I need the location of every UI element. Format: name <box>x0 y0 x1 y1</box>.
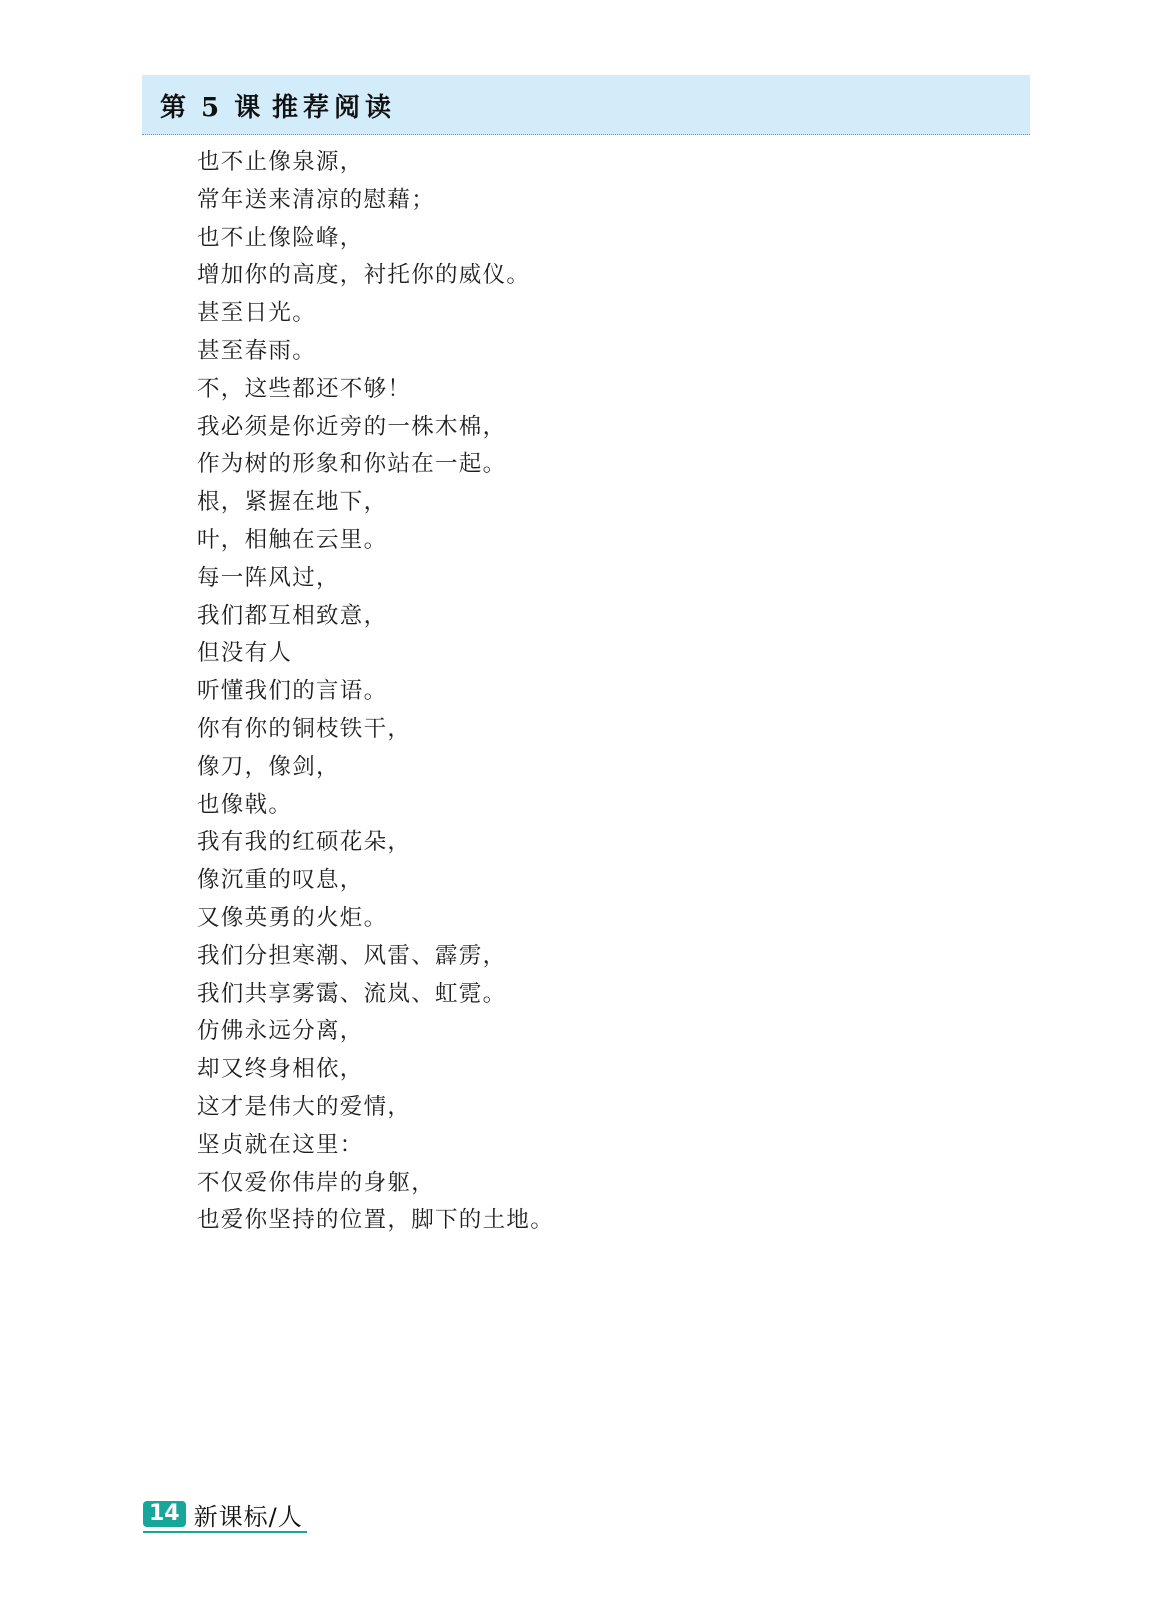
page-number-badge: 14 <box>143 1501 186 1527</box>
poem-line: 叶，相触在云里。 <box>197 526 388 553</box>
poem-line: 增加你的高度，衬托你的威仪。 <box>197 262 531 289</box>
poem-line: 也像戟。 <box>197 791 293 818</box>
page-footer <box>143 1497 307 1533</box>
poem-line: 每一阵风过， <box>197 564 340 591</box>
poem-line: 我有我的红硕花朵， <box>197 829 412 856</box>
poem-line: 甚至日光。 <box>197 300 317 327</box>
poem-line: 但没有人 <box>197 640 293 667</box>
poem-line: 我们都互相致意， <box>197 602 388 629</box>
poem-line: 却又终身相依， <box>197 1056 364 1083</box>
lesson-header <box>142 75 1030 135</box>
poem-line: 听懂我们的言语。 <box>197 678 388 705</box>
poem-line: 我们分担寒潮、风雷、霹雳， <box>197 942 507 969</box>
poem-line: 这才是伟大的爱情， <box>197 1093 412 1120</box>
poem-line: 作为树的形象和你站在一起。 <box>197 451 507 478</box>
poem-line: 仿佛永远分离， <box>197 1018 364 1045</box>
poem-line: 也不止像泉源， <box>197 149 364 175</box>
lesson-number: 第 5 课 <box>160 93 264 123</box>
poem-line: 又像英勇的火炬。 <box>197 904 388 931</box>
poem-line: 甚至春雨。 <box>197 337 317 364</box>
poem-line: 也爱你坚持的位置，脚下的土地。 <box>197 1207 555 1234</box>
poem-line: 像刀，像剑， <box>197 753 340 780</box>
poem-line: 根，紧握在地下， <box>197 489 388 516</box>
poem-body <box>197 144 554 1240</box>
poem-line: 你有你的铜枝铁干， <box>197 715 412 742</box>
poem-line: 像沉重的叹息， <box>197 867 364 894</box>
section-title: 推荐阅读 <box>272 93 397 123</box>
poem-line: 不，这些都还不够！ <box>197 375 412 402</box>
poem-line: 常年送来清凉的慰藉； <box>197 186 436 213</box>
poem-line: 我必须是你近旁的一株木棉， <box>197 413 507 440</box>
poem-line: 坚贞就在这里： <box>197 1131 364 1158</box>
textbook-label: 新课标/人 <box>193 1502 303 1531</box>
poem-line: 我们共享雾霭、流岚、虹霓。 <box>197 980 507 1007</box>
poem-line: 也不止像险峰， <box>197 224 364 251</box>
poem-line: 不仅爱你伟岸的身躯， <box>197 1169 436 1196</box>
